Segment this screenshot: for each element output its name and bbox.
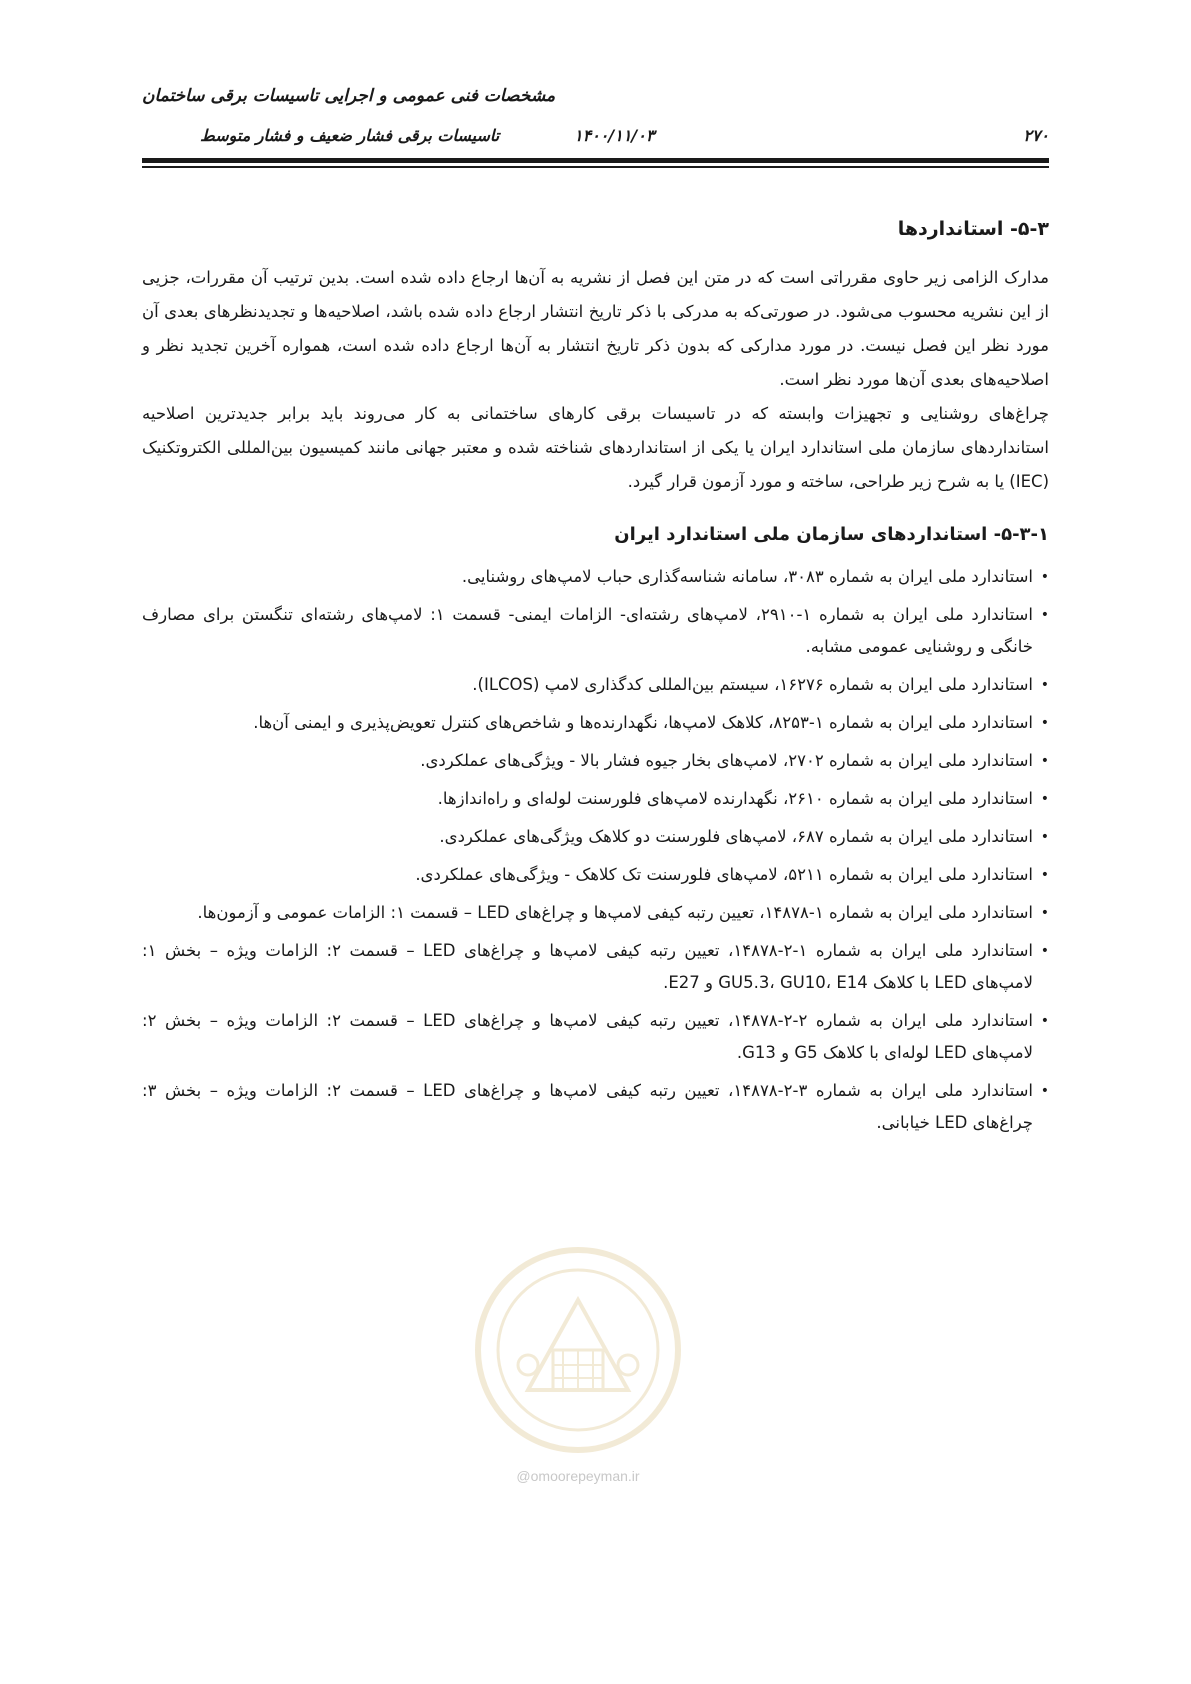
- header-subtitle: تاسیسات برقی فشار ضعیف و فشار متوسط: [200, 126, 500, 145]
- list-item-text: استاندارد ملی ایران به شماره ۱-۲-۱۴۸۷۸، تعیین رتبه کیفی لامپ‌ها و چراغ‌های LED – قسمت ۲: الزامات ویژه – بخش ۱: لامپ‌های LED با کلاهک GU5.3، GU10، E14 و E27.: [142, 941, 1033, 992]
- bullet-icon: •: [1040, 943, 1049, 959]
- list-item-text: استاندارد ملی ایران به شماره ۱-۸۲۵۳، کلاهک لامپ‌ها، نگهدارنده‌ها و شاخص‌های کنترل تعویض‌پذیری و ایمنی آن‌ها.: [253, 713, 1033, 732]
- bullet-icon: •: [1040, 829, 1049, 845]
- list-item: [142, 745, 1049, 777]
- header-divider-thick: [142, 158, 1049, 163]
- list-item: [142, 707, 1049, 739]
- list-item: [142, 669, 1049, 701]
- list-item: [142, 859, 1049, 891]
- bullet-icon: •: [1040, 753, 1049, 769]
- subsection-heading: ۵-۳-۱- استانداردهای سازمان ملی استاندارد ایران: [614, 524, 1049, 545]
- list-item-text: استاندارد ملی ایران به شماره ۱-۲۹۱۰، لامپ‌های رشته‌ای- الزامات ایمنی- قسمت ۱: لامپ‌های رشته‌ای تنگستن برای مصارف خانگی و روشنایی عمومی مشابه.: [142, 605, 1033, 656]
- list-item: [142, 599, 1049, 663]
- list-item: [142, 561, 1049, 593]
- bullet-icon: •: [1040, 1013, 1049, 1029]
- list-item: [142, 1075, 1049, 1139]
- bullet-icon: •: [1040, 677, 1049, 693]
- bullet-icon: •: [1040, 1083, 1049, 1099]
- standards-list: [142, 561, 1049, 1139]
- list-item-text: استاندارد ملی ایران به شماره ۱-۱۴۸۷۸، تعیین رتبه کیفی لامپ‌ها و چراغ‌های LED – قسمت ۱: الزامات عمومی و آزمون‌ها.: [197, 903, 1033, 922]
- section-paragraph-2: چراغ‌های روشنایی و تجهیزات وابسته که در تاسیسات برقی کارهای ساختمانی به کار می‌روند باید برابر جدیدترین اصلاحیه استانداردهای سازمان ملی استاندارد ایران یا یکی از استانداردهای شناخته شده و معتبر جهانی مانند کمیسیون بین‌المللی الکتروتکنیک (IEC) یا به شرح زیر طراحی، ساخته و مورد آزمون قرار گیرد.: [142, 404, 1049, 491]
- bullet-icon: •: [1040, 791, 1049, 807]
- list-item-text: استاندارد ملی ایران به شماره ۵۲۱۱، لامپ‌های فلورسنت تک کلاهک - ویژگی‌های عملکردی.: [415, 865, 1033, 884]
- page-content: [142, 215, 1049, 1145]
- page-number: ۲۷۰: [1023, 126, 1049, 145]
- section-paragraph-1: مدارک الزامی زیر حاوی مقرراتی است که در متن این فصل از نشریه به آن‌ها ارجاع داده شده است. بدین ترتیب آن مقررات، جزیی از این نشریه محسوب می‌شود. در صورتی‌که به مدرکی با ذکر تاریخ انتشار ارجاع داده شده باشد، اصلاحیه‌ها و تجدیدنظرهای بعدی آن مورد نظر این فصل نیست. در مورد مدارکی که بدون ذکر تاریخ انتشار به آن‌ها ارجاع داده شده است، همواره آخرین تجدید نظر و اصلاحیه‌های بعدی آن‌ها مورد نظر است.: [142, 268, 1049, 389]
- list-item-text: استاندارد ملی ایران به شماره ۲-۲-۱۴۸۷۸، تعیین رتبه کیفی لامپ‌ها و چراغ‌های LED – قسمت ۲: الزامات ویژه – بخش ۲: لامپ‌های LED لوله‌ای با کلاهک G5 و G13.: [142, 1011, 1033, 1062]
- header-date: ۱۴۰۰/۱۱/۰۳: [574, 126, 655, 145]
- list-item: [142, 935, 1049, 999]
- list-item-text: استاندارد ملی ایران به شماره ۱۶۲۷۶، سیستم بین‌المللی کدگذاری لامپ (ILCOS).: [472, 675, 1033, 694]
- list-item-text: استاندارد ملی ایران به شماره ۲۶۱۰، نگهدارنده لامپ‌های فلورسنت لوله‌ای و راه‌اندازها.: [437, 789, 1033, 808]
- bullet-icon: •: [1040, 715, 1049, 731]
- header-divider-thin: [142, 166, 1049, 168]
- list-item: [142, 897, 1049, 929]
- seal-logo-icon: [468, 1240, 688, 1460]
- list-item: [142, 821, 1049, 853]
- header-title: مشخصات فنی عمومی و اجرایی تاسیسات برقی ساختمان: [142, 86, 556, 106]
- bullet-icon: •: [1040, 569, 1049, 585]
- watermark-url: @omoorepeyman.ir: [516, 1468, 640, 1484]
- list-item: [142, 783, 1049, 815]
- bullet-icon: •: [1040, 607, 1049, 623]
- section-heading: ۵-۳- استانداردها: [897, 218, 1049, 240]
- bullet-icon: •: [1040, 867, 1049, 883]
- list-item-text: استاندارد ملی ایران به شماره ۳۰۸۳، سامانه شناسه‌گذاری حباب لامپ‌های روشنایی.: [461, 567, 1033, 586]
- list-item-text: استاندارد ملی ایران به شماره ۶۸۷، لامپ‌های فلورسنت دو کلاهک ویژگی‌های عملکردی.: [439, 827, 1033, 846]
- list-item: [142, 1005, 1049, 1069]
- list-item-text: استاندارد ملی ایران به شماره ۲۷۰۲، لامپ‌های بخار جیوه فشار بالا - ویژگی‌های عملکردی.: [420, 751, 1033, 770]
- bullet-icon: •: [1040, 905, 1049, 921]
- list-item-text: استاندارد ملی ایران به شماره ۳-۲-۱۴۸۷۸، تعیین رتبه کیفی لامپ‌ها و چراغ‌های LED – قسمت ۲: الزامات ویژه – بخش ۳: چراغ‌های LED خیابانی.: [142, 1081, 1033, 1132]
